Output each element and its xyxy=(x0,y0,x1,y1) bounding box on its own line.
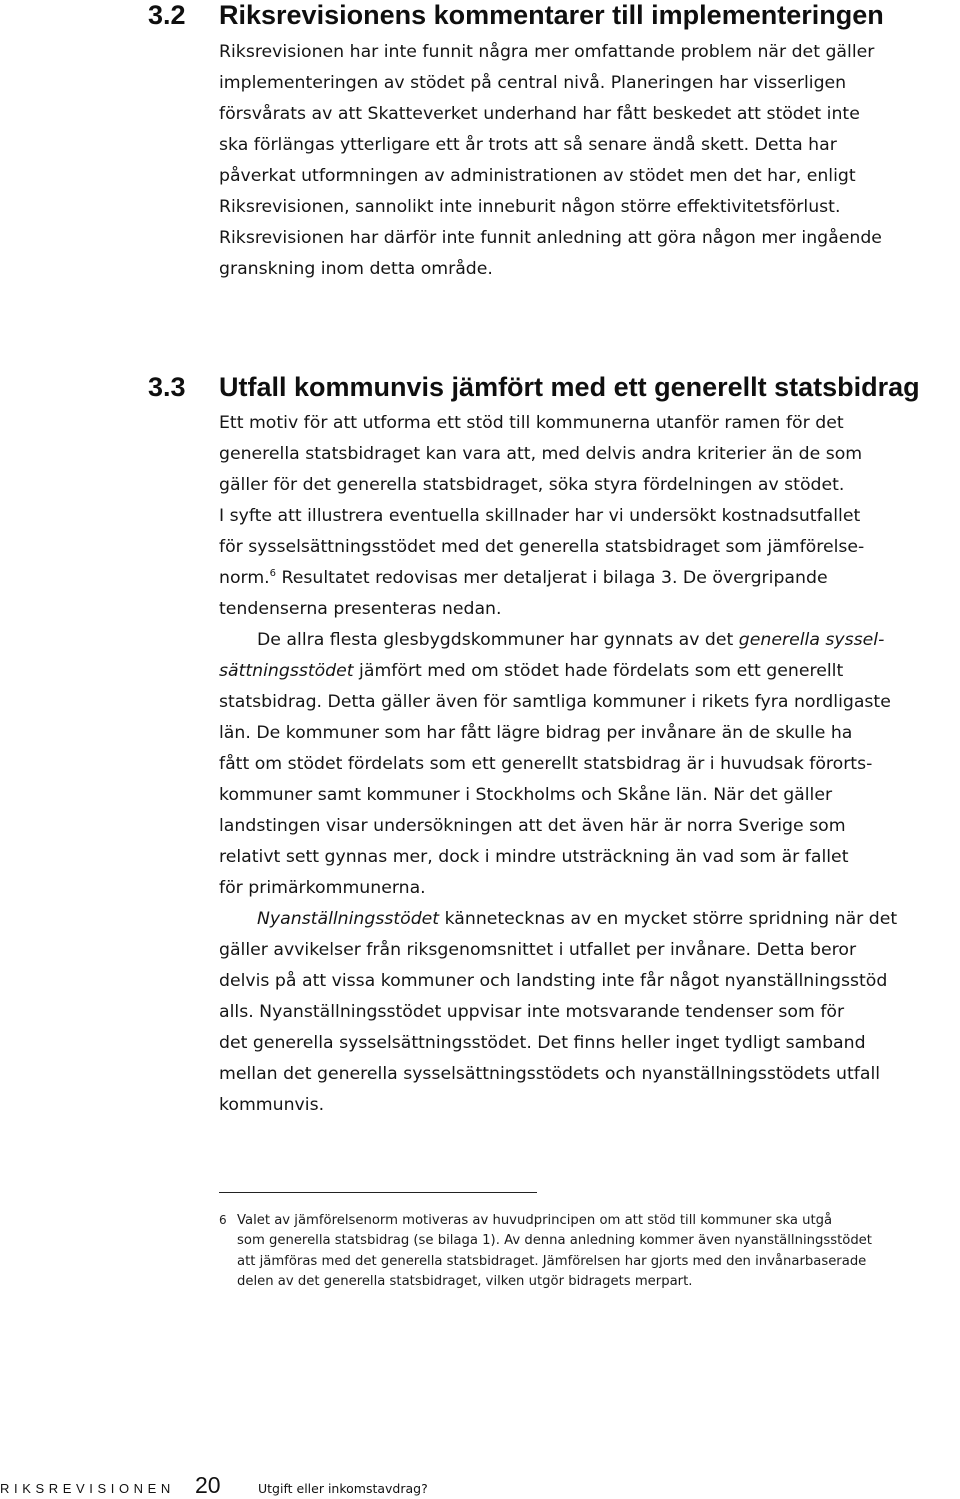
footnote-line: Valet av jämförelsenorm motiveras av huvudprincipen om att stöd till kommuner ska utgå xyxy=(237,1213,833,1228)
footnote-line: att jämföras med det generella statsbidraget. Jämförelsen har gjorts med den invånarbaserade xyxy=(237,1253,867,1269)
text-line: mellan det generella sysselsättningsstödets och nyanställningsstödets utfall xyxy=(219,1064,881,1084)
footnote-reference[interactable]: 6 xyxy=(269,568,277,579)
emphasis-term: sättningsstödet xyxy=(219,661,354,681)
section-number-3-3: 3.3 xyxy=(148,372,186,402)
text-line: alls. Nyanställningsstödet uppvisar inte motsvarande tendenser som för xyxy=(219,1002,845,1022)
page-number: 20 xyxy=(195,1472,221,1498)
text-line: gäller avvikelser från riksgenomsnittet i utfallet per invånare. Detta beror xyxy=(219,940,857,960)
footer-document-title: Utgift eller inkomstavdrag? xyxy=(258,1481,428,1496)
emphasis-term: Nyanställningsstödet xyxy=(257,909,440,929)
section-3-3-paragraph-2 xyxy=(219,625,959,904)
text-line: ska förlängas ytterligare ett år trots att så senare ändå skett. Detta har xyxy=(219,135,837,155)
text-line: statsbidrag. Detta gäller även för samtliga kommuner i rikets fyra nordligaste xyxy=(219,692,891,712)
text-line: för primärkommunerna. xyxy=(219,878,426,898)
text-line xyxy=(219,625,959,656)
footnote-number: 6 xyxy=(219,1213,227,1227)
emphasis-term: generella syssel- xyxy=(738,630,885,650)
section-title-3-2: Riksrevisionens kommentarer till implementeringen xyxy=(219,0,884,30)
text-fragment: kännetecknas av en mycket större spridning när det xyxy=(439,909,898,929)
text-line: tendenserna presenteras nedan. xyxy=(219,599,502,619)
section-3-3-paragraph-1 xyxy=(219,408,959,625)
text-line: Ett motiv för att utforma ett stöd till kommunerna utanför ramen för det xyxy=(219,413,844,433)
text-fragment: De allra flesta glesbygdskommuner har gynnats av det xyxy=(257,630,739,650)
text-line: Riksrevisionen har inte funnit några mer omfattande problem när det gäller xyxy=(219,42,875,62)
text-fragment: Resultatet redovisas mer detaljerat i bilaga 3. De övergripande xyxy=(276,568,828,588)
text-fragment: jämfört med om stödet hade fördelats som ett generellt xyxy=(353,661,844,681)
footer-brand: RIKSREVISIONEN xyxy=(0,1481,175,1496)
text-line: kommuner samt kommuner i Stockholms och Skåne län. När det gäller xyxy=(219,785,833,805)
text-line: I syfte att illustrera eventuella skillnader har vi undersökt kostnadsutfallet xyxy=(219,506,861,526)
section-number-3-2: 3.2 xyxy=(148,0,186,30)
text-line: implementeringen av stödet på central nivå. Planeringen har visserligen xyxy=(219,73,847,93)
footnote-text xyxy=(237,1211,957,1292)
text-line: relativt sett gynnas mer, dock i mindre utsträckning än vad som är fallet xyxy=(219,847,849,867)
text-line: Riksrevisionen har därför inte funnit anledning att göra någon mer ingående xyxy=(219,228,882,248)
text-line xyxy=(219,904,959,935)
text-line: granskning inom detta område. xyxy=(219,259,493,279)
text-line: kommunvis. xyxy=(219,1095,325,1115)
text-line: försvårats av att Skatteverket underhand har fått beskedet att stödet inte xyxy=(219,104,860,124)
text-line: påverkat utformningen av administrationen av stödet men det har, enligt xyxy=(219,166,856,186)
text-line: generella statsbidraget kan vara att, med delvis andra kriterier än de som xyxy=(219,444,863,464)
text-line: för sysselsättningsstödet med det generella statsbidraget som jämförelse- xyxy=(219,537,865,557)
footnote-divider xyxy=(219,1192,537,1193)
footnote-line: som generella statsbidrag (se bilaga 1). Av denna anledning kommer även nyanställningsstödet xyxy=(237,1233,872,1249)
section-3-3-paragraph-3 xyxy=(219,904,959,1121)
text-line: det generella sysselsättningsstödet. Det finns heller inget tydligt samband xyxy=(219,1033,866,1053)
text-line: fått om stödet fördelats som ett generellt statsbidrag är i huvudsak förorts- xyxy=(219,754,873,774)
text-line: landstingen visar undersökningen att det även här är norra Sverige som xyxy=(219,816,846,836)
text-line: Riksrevisionen, sannolikt inte inneburit någon större effektivitetsförlust. xyxy=(219,197,841,217)
text-line: gäller för det generella statsbidraget, söka styra fördelningen av stödet. xyxy=(219,475,845,495)
text-line xyxy=(219,563,959,594)
text-line: län. De kommuner som har fått lägre bidrag per invånare än de skulle ha xyxy=(219,723,853,743)
section-title-3-3: Utfall kommunvis jämfört med ett generellt statsbidrag xyxy=(219,372,920,402)
text-fragment: norm. xyxy=(219,568,270,588)
section-3-2-paragraph xyxy=(219,37,959,285)
text-line xyxy=(219,656,959,687)
footnote-line: delen av det generella statsbidraget, vilken utgör bidragets merpart. xyxy=(237,1273,693,1289)
text-line: delvis på att vissa kommuner och landsting inte får något nyanställningsstöd xyxy=(219,971,888,991)
